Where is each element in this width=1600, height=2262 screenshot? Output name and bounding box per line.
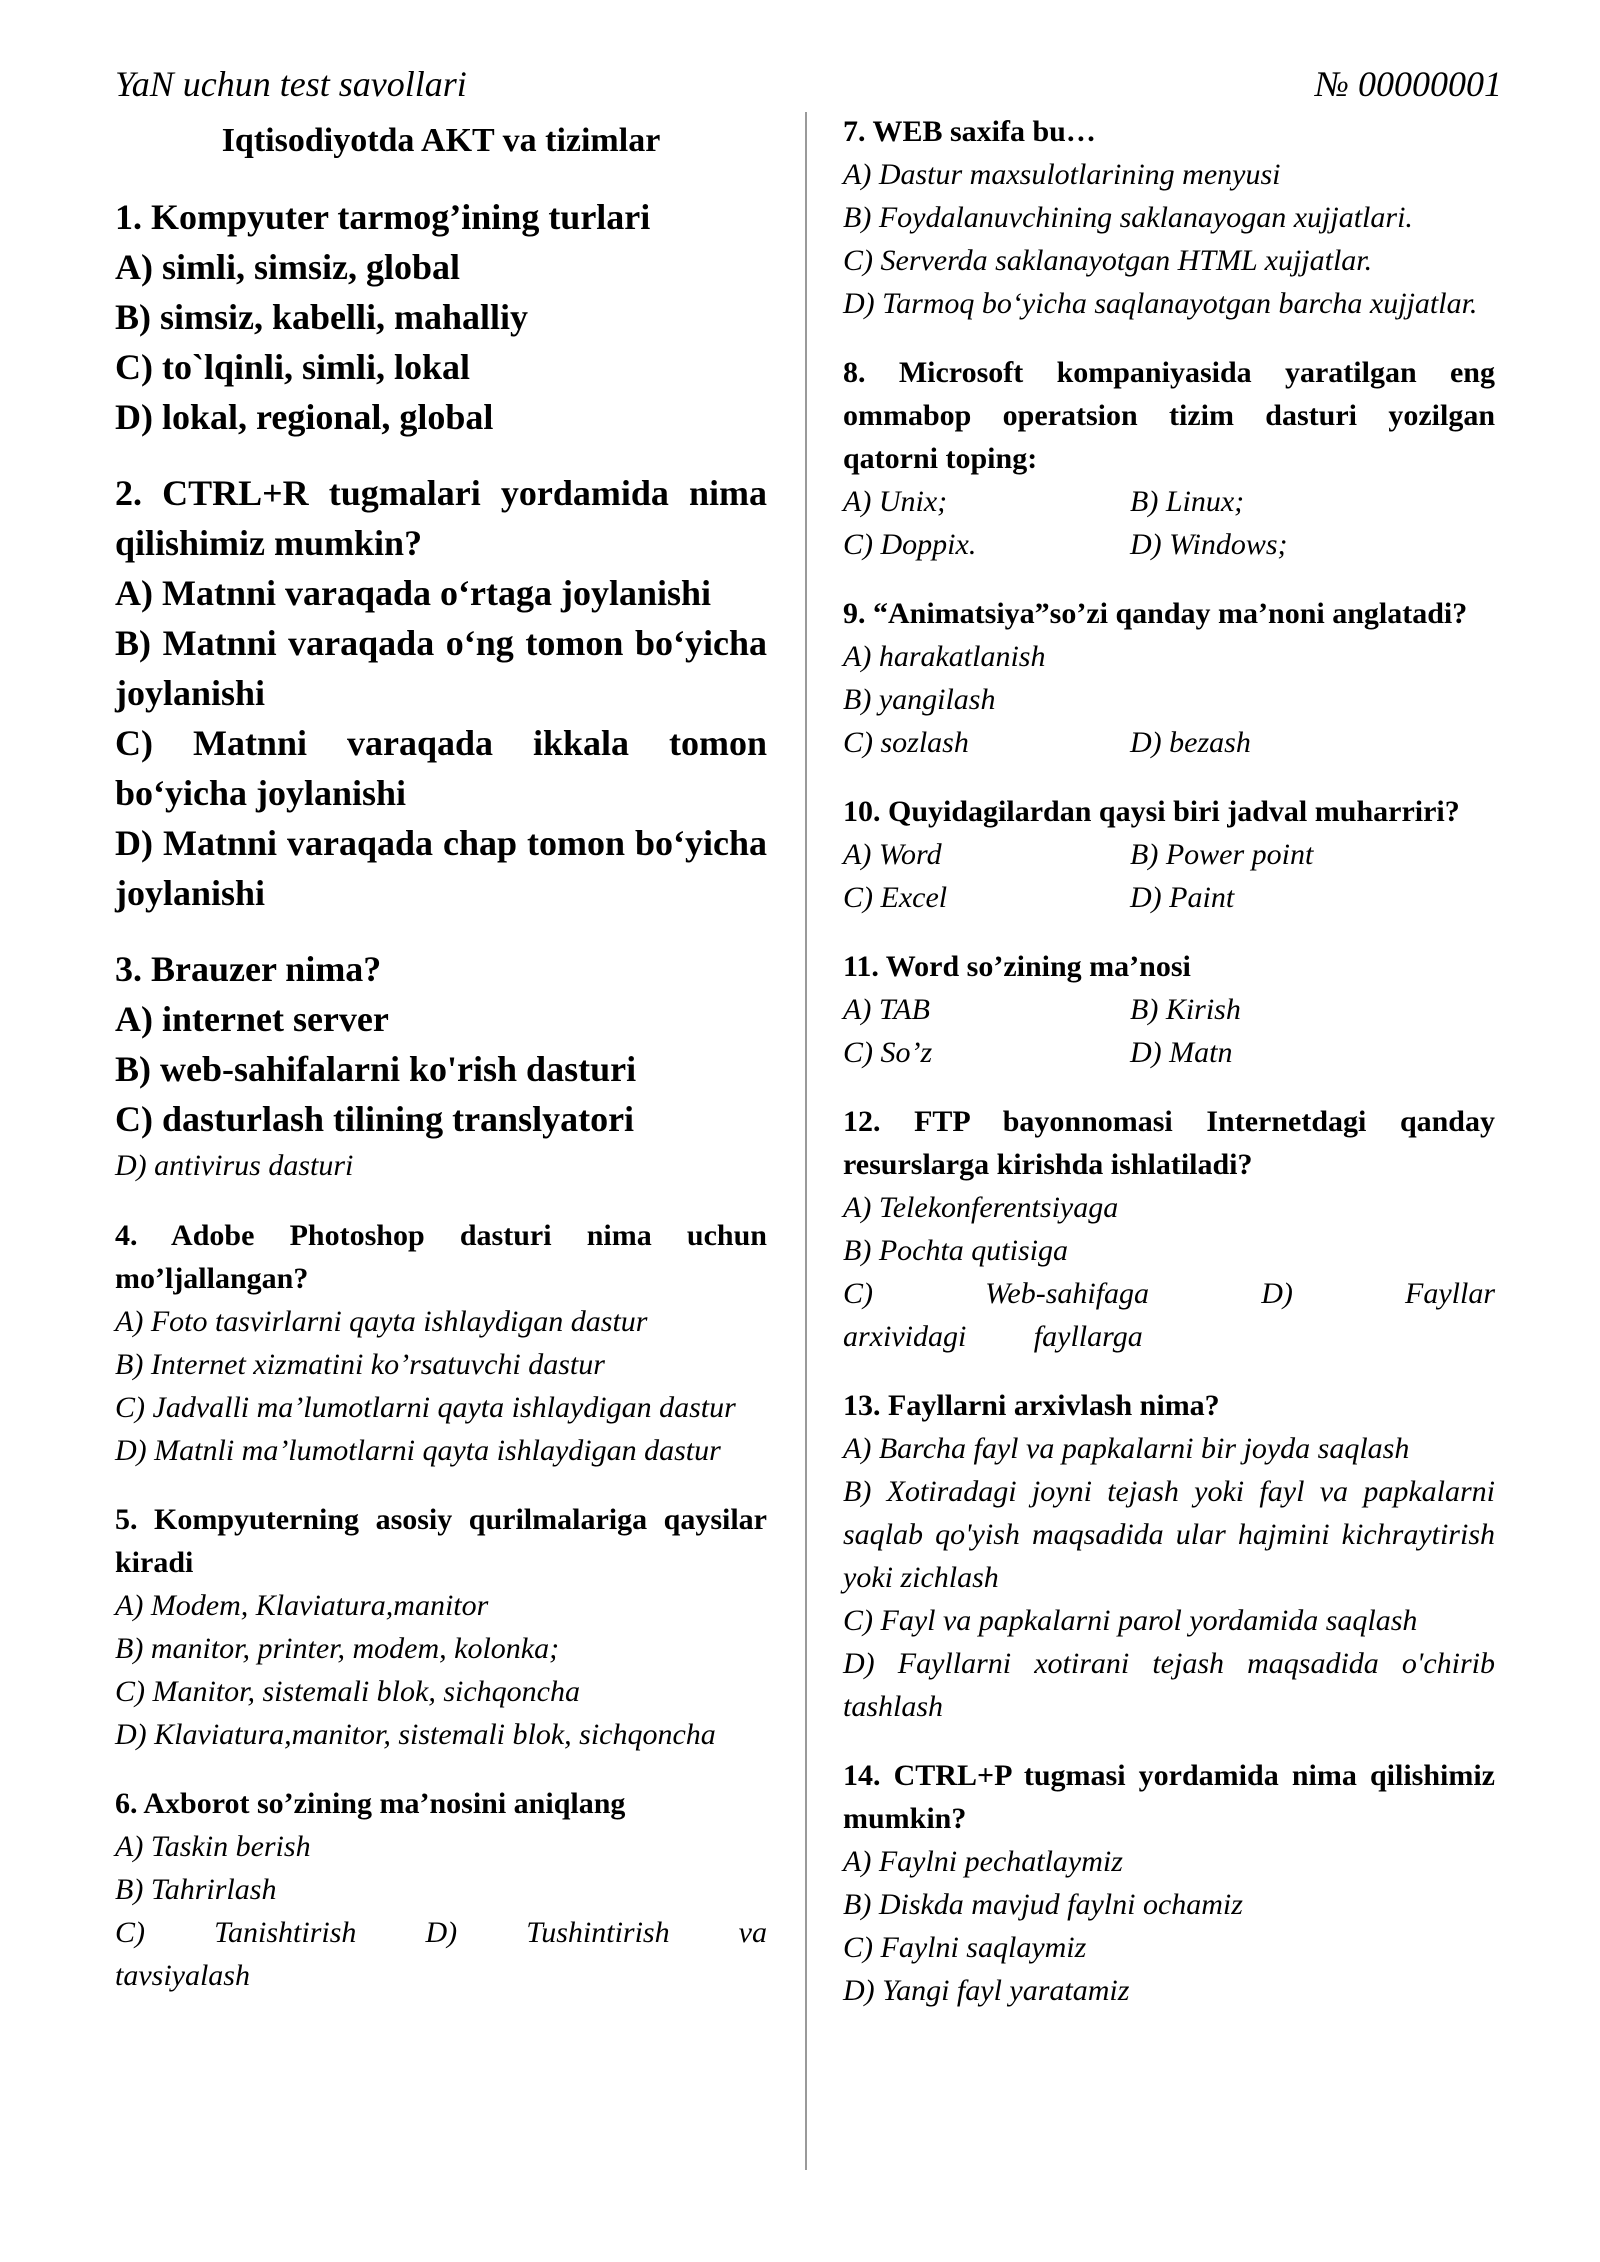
question-12 — [843, 1100, 1495, 1358]
options-row-cd — [843, 876, 1495, 919]
option-b: B) manitor, printer, modem, kolonka; — [115, 1632, 560, 1665]
question-text: 2. CTRL+R tugmalari yordamida nima qilishimiz mumkin? — [115, 473, 767, 563]
option-c: C) Manitor, sistemali blok, sichqoncha — [115, 1675, 580, 1708]
option-b: B) Matnni varaqada o‘ng tomon bo‘yicha joylanishi — [115, 623, 767, 713]
question-text: 14. CTRL+P tugmasi yordamida nima qilishimiz mumkin? — [843, 1759, 1495, 1835]
question-text: 10. Quyidagilardan qaysi biri jadval muharriri? — [843, 795, 1460, 828]
option-b: B) yangilash — [843, 683, 996, 716]
question-text: 5. Kompyuterning asosiy qurilmalariga qaysilar kiradi — [115, 1503, 767, 1579]
option-b: B) Foydalanuvchining saklanayogan xujjatlari. — [843, 201, 1413, 234]
option-a: A) Unix; — [843, 485, 948, 518]
question-text: 4. Adobe Photoshop dasturi nima uchun mo’ljallangan? — [115, 1219, 767, 1295]
option-a: A) Matnni varaqada o‘rtaga joylanishi — [115, 573, 712, 613]
option-b: B) Linux; — [1130, 485, 1245, 518]
question-5 — [115, 1498, 767, 1756]
option-b: B) Diskda mavjud faylni ochamiz — [843, 1888, 1243, 1921]
options-row-cd — [843, 721, 1495, 764]
question-8 — [843, 351, 1495, 566]
option-c: C) Doppix. — [843, 528, 977, 561]
option-a: A) TAB — [843, 993, 930, 1026]
option-c: C) Matnni varaqada ikkala tomon bo‘yicha joylanishi — [115, 723, 767, 813]
option-d: D) Fayllarni xotirani tejash maqsadida o'chirib tashlash — [843, 1647, 1495, 1723]
option-a: A) Telekonferentsiyaga — [843, 1191, 1119, 1224]
question-4 — [115, 1214, 767, 1472]
option-d: D) Yangi fayl yaratamiz — [843, 1974, 1130, 2007]
column-divider — [805, 112, 807, 2170]
question-11 — [843, 945, 1495, 1074]
question-text: 3. Brauzer nima? — [115, 949, 382, 989]
option-a: A) Modem, Klaviatura,manitor — [115, 1589, 489, 1622]
header-left-text: YaN uchun test savollari — [115, 64, 467, 104]
option-b: B) Kirish — [1130, 993, 1241, 1026]
option-b: B) Xotiradagi joyni tejash yoki fayl va papkalarni saqlab qo'yish maqsadida ular hajmini kichraytirish yoki zichlash — [843, 1475, 1495, 1594]
options-row-ab — [843, 833, 1495, 876]
option-d: D) Klaviatura,manitor, sistemali blok, sichqoncha — [115, 1718, 716, 1751]
option-b: B) Pochta qutisiga — [843, 1234, 1068, 1267]
option-c: C) to`lqinli, simli, lokal — [115, 347, 471, 387]
option-d: D) Paint — [1130, 881, 1235, 914]
option-a: A) Dastur maxsulotlarining menyusi — [843, 158, 1281, 191]
header-document-number: № 00000001 — [1315, 64, 1502, 104]
question-text: 1. Kompyuter tarmog’ining turlari — [115, 197, 651, 237]
option-c-d: C) Tanishtirish D) Tushintirish va tavsiyalash — [115, 1916, 767, 1992]
option-d: D) Matnni varaqada chap tomon bo‘yicha joylanishi — [115, 823, 767, 913]
option-d: D) lokal, regional, global — [115, 397, 494, 437]
option-c: C) Faylni saqlaymiz — [843, 1931, 1087, 1964]
option-c: C) Jadvalli ma’lumotlarni qayta ishlaydigan dastur — [115, 1391, 736, 1424]
option-b: B) simsiz, kabelli, mahalliy — [115, 297, 529, 337]
options-row-cd — [843, 1031, 1495, 1074]
question-text: 11. Word so’zining ma’nosi — [843, 950, 1191, 983]
option-d: D) Tarmoq bo‘yicha saqlanayotgan barcha xujjatlar. — [843, 287, 1478, 320]
option-c: C) sozlash — [843, 726, 969, 759]
option-a: A) Foto tasvirlarni qayta ishlaydigan dastur — [115, 1305, 648, 1338]
question-text: 13. Fayllarni arxivlash nima? — [843, 1389, 1220, 1422]
options-row-cd — [843, 523, 1495, 566]
question-14 — [843, 1754, 1495, 2012]
question-1 — [115, 192, 767, 442]
question-text: 12. FTP bayonnomasi Internetdagi qanday resurslarga kirishda ishlatiladi? — [843, 1105, 1495, 1181]
question-13 — [843, 1384, 1495, 1728]
question-2 — [115, 468, 767, 918]
option-c: C) So’z — [843, 1036, 933, 1069]
option-c: C) dasturlash tilining translyatori — [115, 1099, 635, 1139]
question-6 — [115, 1782, 767, 1997]
question-3 — [115, 944, 767, 1188]
options-row-ab — [843, 480, 1495, 523]
option-d: D) bezash — [1130, 726, 1251, 759]
option-c: C) Excel — [843, 881, 948, 914]
option-b: B) web-sahifalarni ko'rish dasturi — [115, 1049, 637, 1089]
left-column — [115, 112, 767, 2023]
option-c-d: C) Web-sahifaga D) Fayllar arxividagi fayllarga — [843, 1277, 1495, 1353]
option-b: B) Tahrirlash — [115, 1873, 277, 1906]
option-d: D) Windows; — [1130, 528, 1288, 561]
question-7 — [843, 110, 1495, 325]
option-d: D) Matnli ma’lumotlarni qayta ishlaydigan dastur — [115, 1434, 721, 1467]
option-a: A) Word — [843, 838, 942, 871]
option-a: A) internet server — [115, 999, 389, 1039]
question-10 — [843, 790, 1495, 919]
option-b: B) Internet xizmatini ko’rsatuvchi dastur — [115, 1348, 605, 1381]
question-text: 8. Microsoft kompaniyasida yaratilgan eng ommabop operatsion tizim dasturi yozilgan qatorni toping: — [843, 356, 1495, 475]
right-column — [843, 112, 1495, 2038]
question-text: 6. Axborot so’zining ma’nosini aniqlang — [115, 1787, 626, 1820]
option-a: A) Taskin berish — [115, 1830, 311, 1863]
options-row-ab — [843, 988, 1495, 1031]
option-b: B) Power point — [1130, 838, 1314, 871]
option-c: C) Fayl va papkalarni parol yordamida saqlash — [843, 1604, 1418, 1637]
option-a: A) Barcha fayl va papkalarni bir joyda saqlash — [843, 1432, 1410, 1465]
question-text: 7. WEB saxifa bu… — [843, 115, 1096, 148]
question-text: 9. “Animatsiya”so’zi qanday ma’noni anglatadi? — [843, 597, 1468, 630]
option-a: A) Faylni pechatlaymiz — [843, 1845, 1123, 1878]
option-d: D) Matn — [1130, 1036, 1233, 1069]
document-title: Iqtisodiyotda AKT va tizimlar — [221, 122, 661, 159]
option-d: D) antivirus dasturi — [115, 1149, 354, 1182]
question-9 — [843, 592, 1495, 764]
option-c: C) Serverda saklanayotgan HTML xujjatlar. — [843, 244, 1373, 277]
option-a: A) simli, simsiz, global — [115, 247, 461, 287]
option-a: A) harakatlanish — [843, 640, 1046, 673]
